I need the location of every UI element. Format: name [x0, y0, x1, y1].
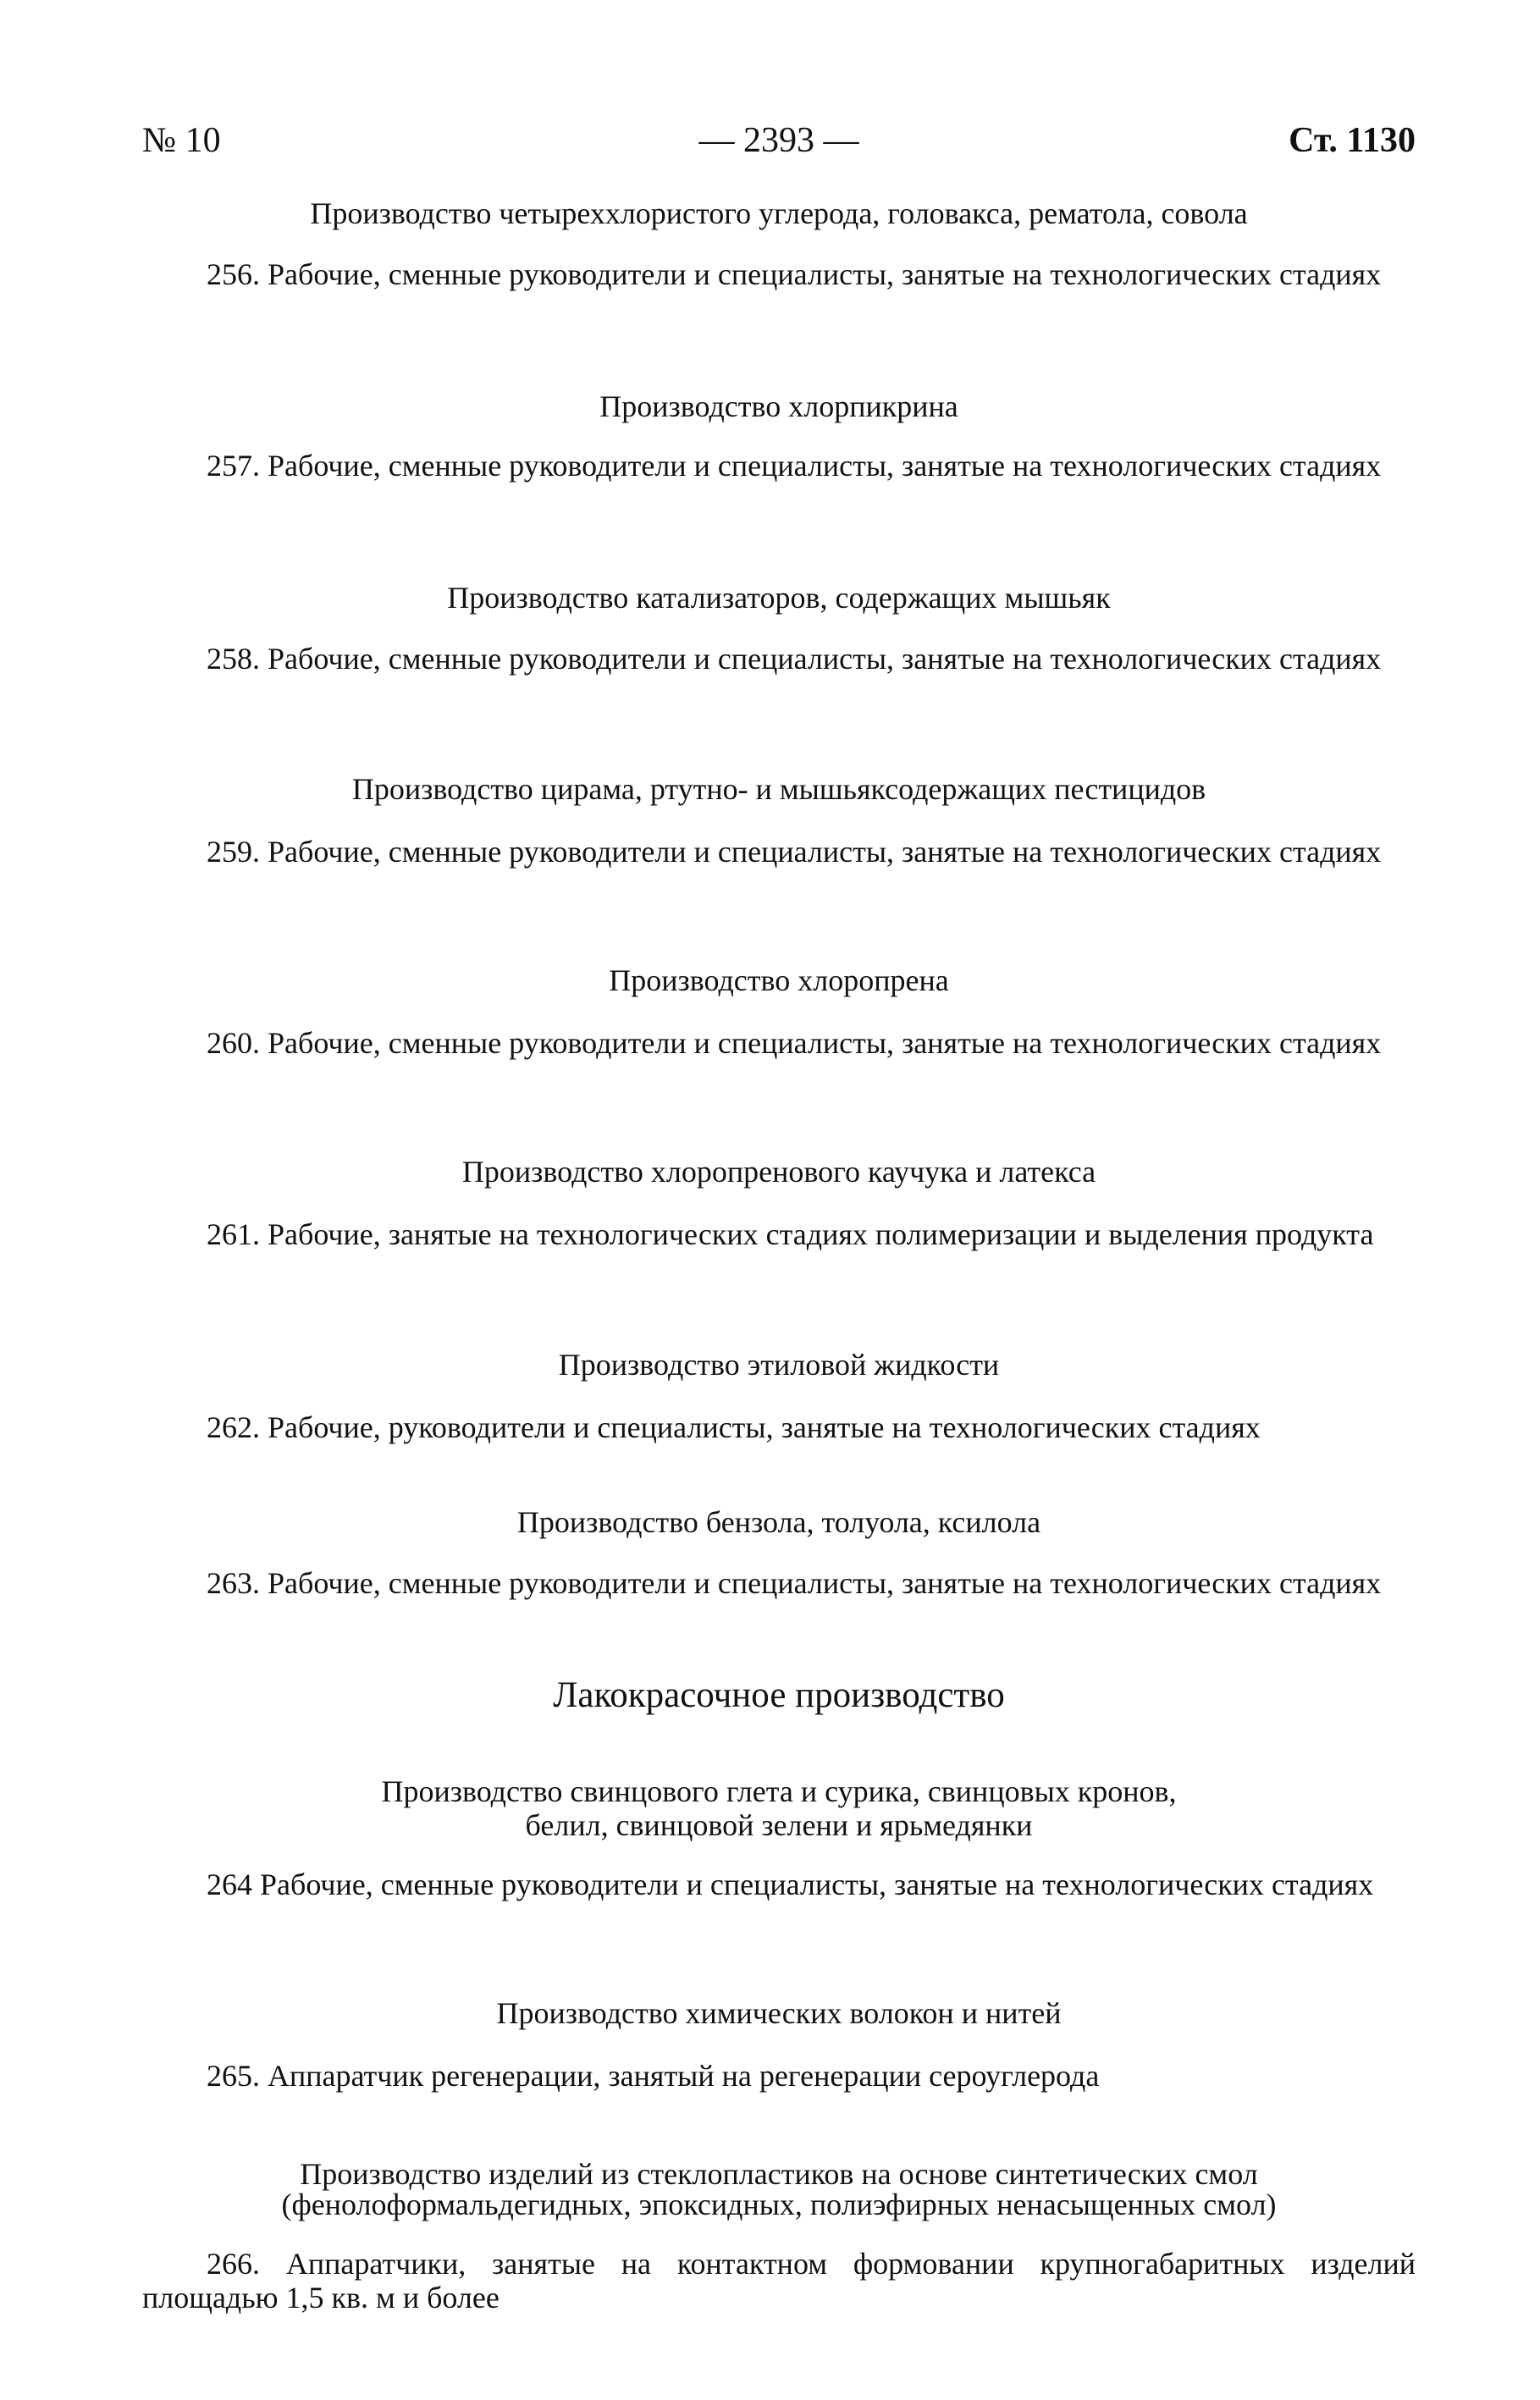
item-number: 265. [207, 2059, 260, 2093]
item-number: 263. [207, 1566, 260, 1600]
list-item [142, 2247, 1416, 2314]
item-text: Рабочие, сменные руководители и специалисты, занятые на технологических стадиях [268, 449, 1382, 483]
item-number: 264 [207, 1868, 252, 1901]
item-number: 260. [207, 1026, 260, 1060]
section-heading: Производство четыреххлористого углерода, головакса, рематола, совола [310, 196, 1248, 230]
section-heading: Производство изделий из стеклопластиков на основе синтетических смол [300, 2157, 1258, 2191]
section-heading: Производство свинцового глета и сурика, свинцовых кронов, [381, 1774, 1177, 1808]
list-item [142, 1217, 1416, 1251]
section-heading: Производство бензола, толуола, ксилола [516, 1505, 1041, 1539]
item-number: 266. [207, 2247, 260, 2281]
item-number: 256. [207, 257, 260, 291]
list-item [142, 1566, 1416, 1600]
major-section-heading: Лакокрасочное производство [553, 1675, 1005, 1715]
item-number: 258. [207, 642, 260, 676]
list-item [142, 642, 1416, 676]
item-text: Рабочие, сменные руководители и специалисты, занятые на технологических стадиях [268, 1566, 1382, 1600]
page-number: — 2393 — [698, 121, 859, 160]
section-heading: Производство хлорпикрина [599, 389, 958, 423]
section-heading: Производство катализаторов, содержащих мышьяк [447, 581, 1111, 615]
section-heading: Производство хлоропренового каучука и латекса [461, 1155, 1096, 1189]
list-item [142, 1026, 1416, 1060]
section-heading: Производство химических волокон и нитей [496, 1996, 1062, 2030]
item-number: 262. [207, 1410, 260, 1444]
section-heading: Производство хлоропрена [609, 963, 949, 997]
item-text: Аппаратчики, занятые на контактном формовании крупногабаритных изделий площадью 1,5 кв. м и более [142, 2247, 1416, 2314]
item-text: Рабочие, сменные руководители и специалисты, занятые на технологических стадиях [260, 1868, 1374, 1901]
section-heading-continued: (фенолоформальдегидных, эпоксидных, полиэфирных ненасыщенных смол) [281, 2188, 1277, 2221]
item-number: 259. [207, 835, 260, 869]
item-text: Рабочие, сменные руководители и специалисты, занятые на технологических стадиях [268, 835, 1382, 869]
list-item [142, 257, 1416, 291]
list-item [142, 449, 1416, 483]
article-number: Ст. 1130 [1289, 121, 1416, 160]
item-number: 261. [207, 1217, 260, 1251]
issue-number: № 10 [142, 121, 221, 160]
item-text: Аппаратчик регенерации, занятый на регенерации сероуглерода [268, 2059, 1100, 2093]
list-item [142, 835, 1416, 869]
item-text: Рабочие, занятые на технологических стадиях полимеризации и выделения продукта [268, 1217, 1374, 1251]
item-text: Рабочие, сменные руководители и специалисты, занятые на технологических стадиях [268, 1026, 1382, 1060]
list-item [142, 1868, 1416, 1901]
section-heading-continued: белил, свинцовой зелени и ярьмедянки [525, 1808, 1033, 1842]
item-number: 257. [207, 449, 260, 483]
section-heading: Производство цирама, ртутно- и мышьяксодержащих пестицидов [351, 772, 1206, 806]
section-heading: Производство этиловой жидкости [558, 1348, 1000, 1382]
list-item [142, 1410, 1416, 1444]
page-header [142, 120, 1416, 168]
item-text: Рабочие, сменные руководители и специалисты, занятые на технологических стадиях [268, 257, 1382, 291]
list-item [142, 2059, 1416, 2093]
item-text: Рабочие, сменные руководители и специалисты, занятые на технологических стадиях [268, 642, 1382, 676]
item-text: Рабочие, руководители и специалисты, занятые на технологических стадиях [268, 1410, 1261, 1444]
document-page [142, 0, 1416, 2400]
